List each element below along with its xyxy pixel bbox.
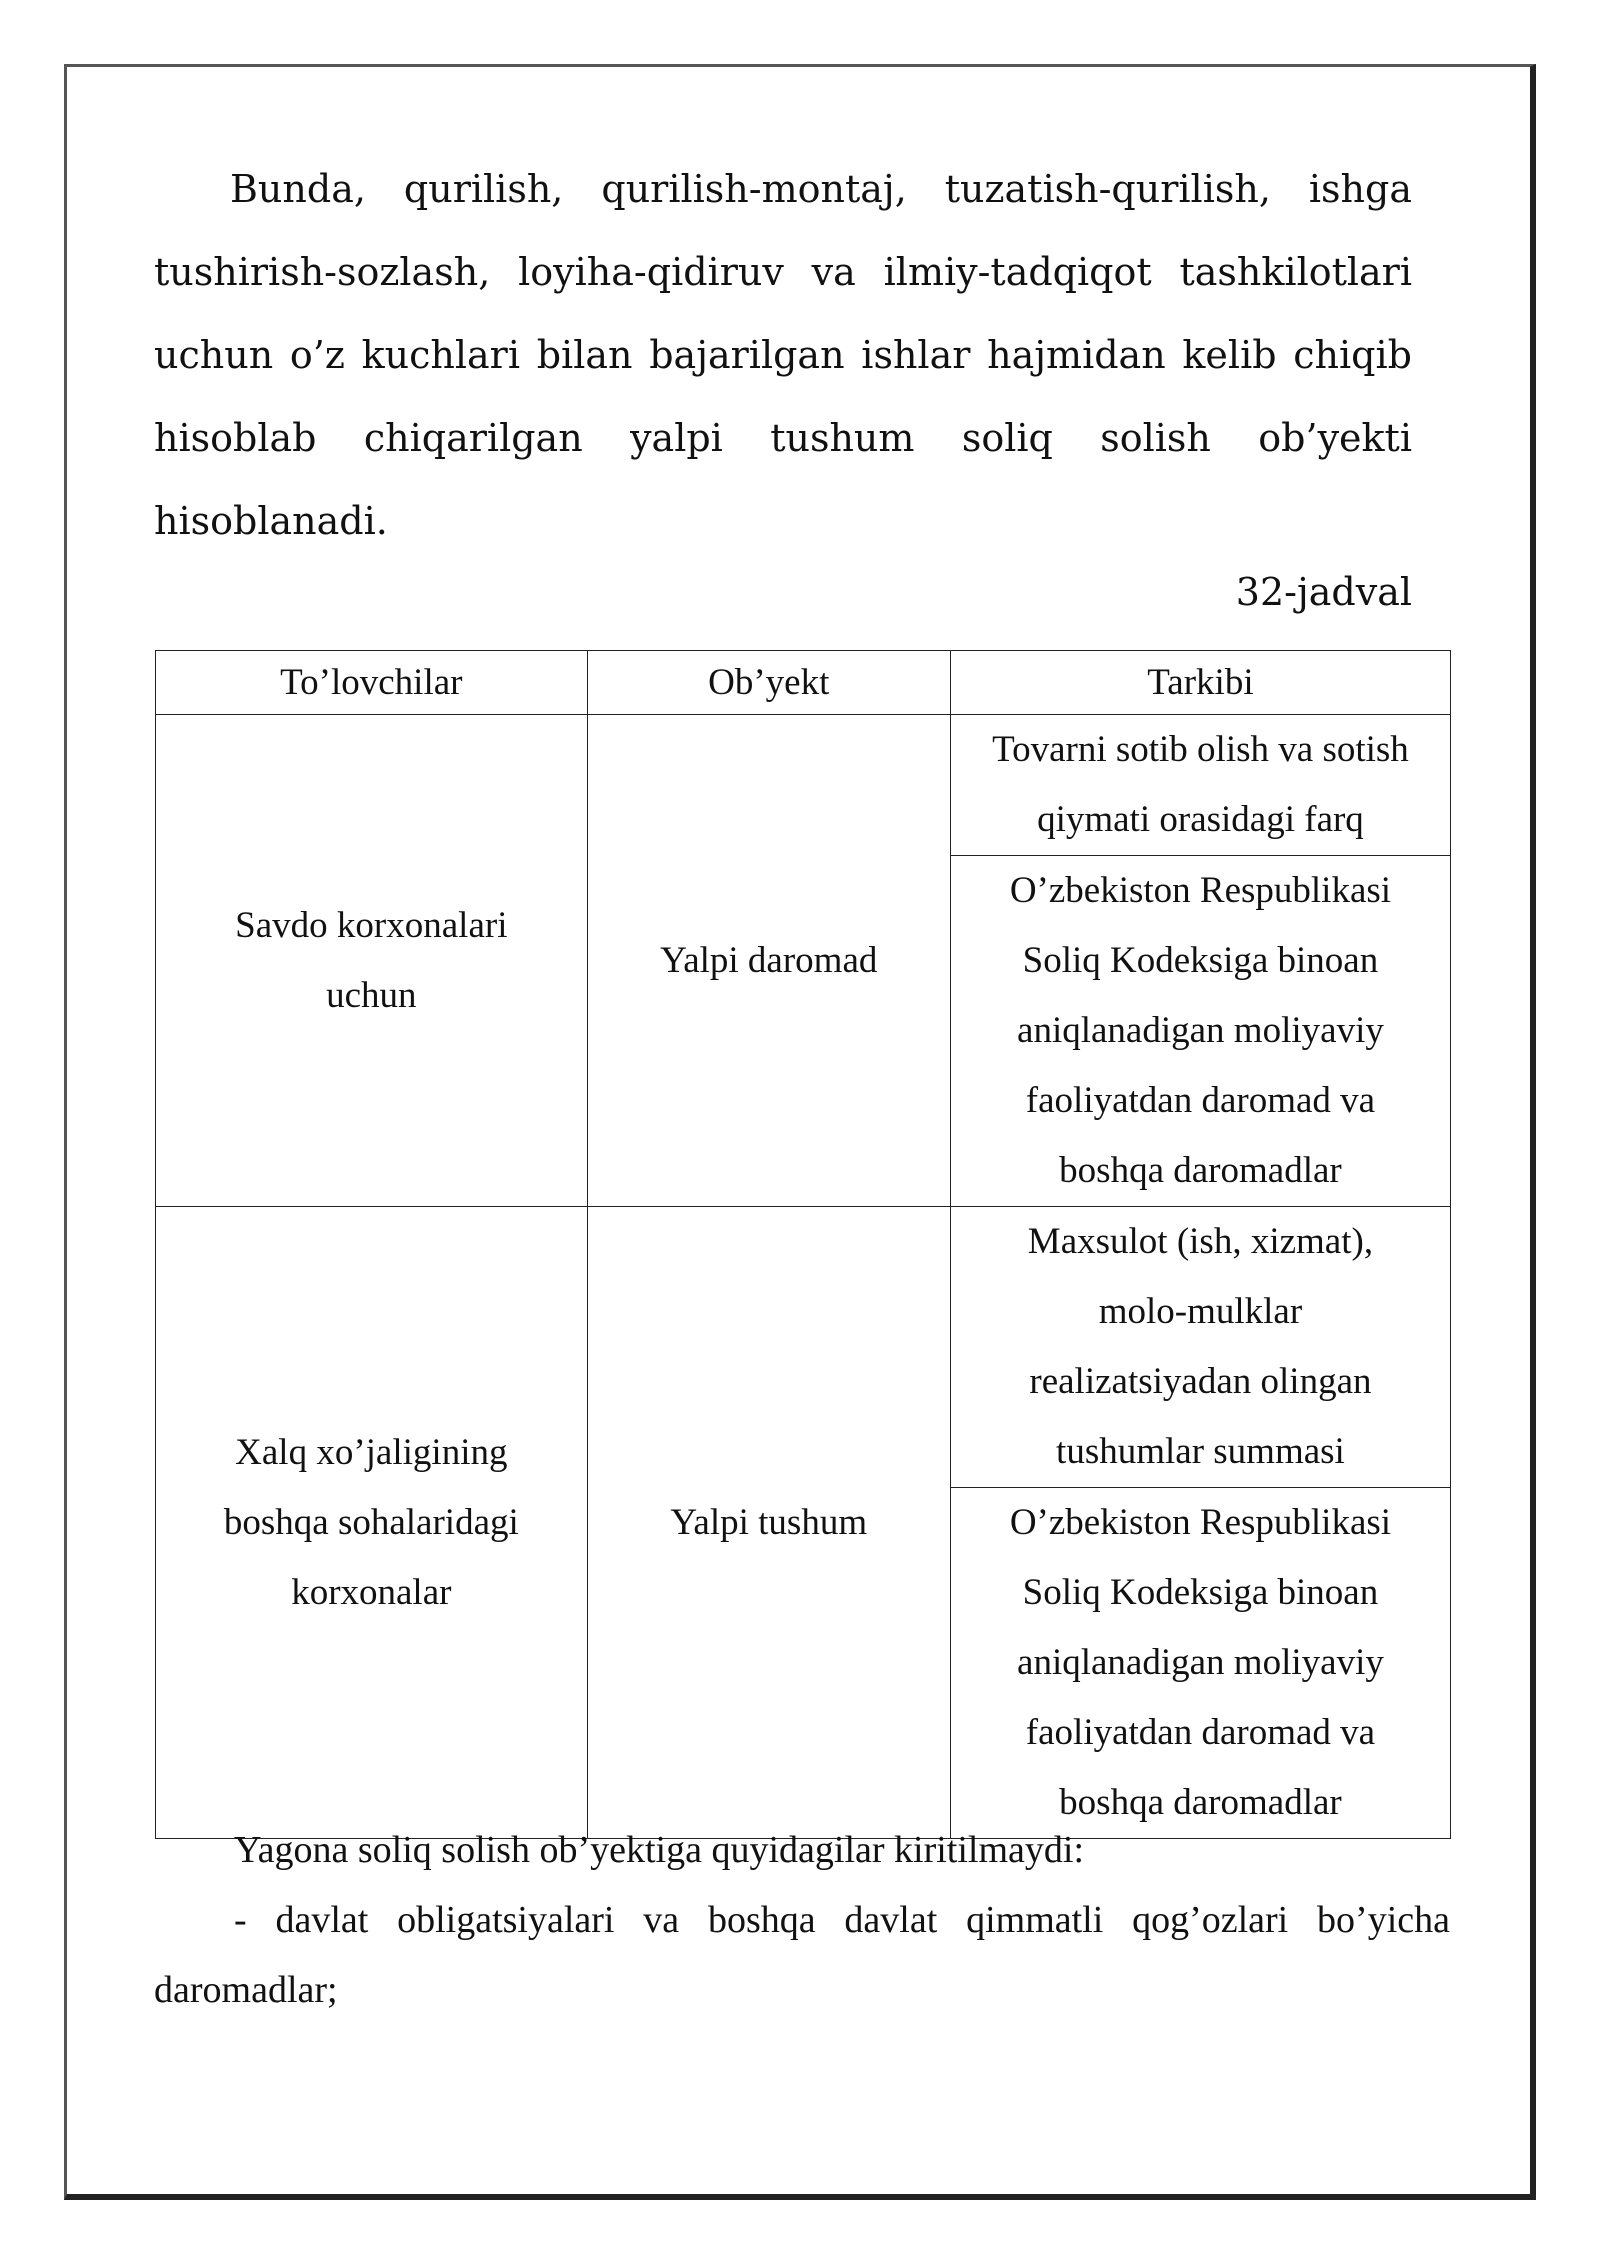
header-composition: Tarkibi — [950, 651, 1450, 715]
exclusions-intro: Yagona soliq solish ob’yektiga quyidagilar kiritilmaydi: — [234, 1829, 1085, 1871]
object-cell: Yalpi tushum — [587, 1207, 950, 1839]
after-table-text — [154, 1815, 1450, 2025]
intro-paragraph: Bunda, qurilish, qurilish-montaj, tuzatish-qurilish, ishga tushirish-sozlash, loyiha-qidiruv va ilmiy-tadqiqot tashkilotlari uchun o’z kuchlari bilan bajarilgan ishlar hajmidan kelib chiqib hisoblab chiqarilgan yalpi tushum soliq solish ob’yekti hisoblanadi. — [154, 167, 1412, 543]
payer-cell: Xalq xo’jaligining boshqa sohalaridagi korxonalar — [156, 1207, 588, 1839]
table-row — [156, 715, 1451, 856]
object-cell: Yalpi daromad — [587, 715, 950, 1207]
table-row — [156, 1207, 1451, 1488]
payer-cell: Savdo korxonalari uchun — [156, 715, 588, 1207]
component-cell: Maxsulot (ish, xizmat), molo-mulklar realizatsiyadan olingan tushumlar summasi — [950, 1207, 1450, 1488]
header-object: Ob’yekt — [587, 651, 950, 715]
component-cell: O’zbekiston Respublikasi Soliq Kodeksiga binoan aniqlanadigan moliyaviy faoliyatdan daromad va boshqa daromadlar — [950, 1488, 1450, 1839]
tax-object-table — [155, 650, 1451, 1839]
header-payers: To’lovchilar — [156, 651, 588, 715]
component-cell: O’zbekiston Respublikasi Soliq Kodeksiga binoan aniqlanadigan moliyaviy faoliyatdan daromad va boshqa daromadlar — [950, 856, 1450, 1207]
table-header-row — [156, 651, 1451, 715]
table-caption: 32-jadval — [1235, 570, 1412, 614]
exclusion-item: - davlat obligatsiyalari va boshqa davlat qimmatli qog’ozlari bo’yicha daromadlar; — [154, 1899, 1450, 2011]
component-cell: Tovarni sotib olish va sotish qiymati orasidagi farq — [950, 715, 1450, 856]
